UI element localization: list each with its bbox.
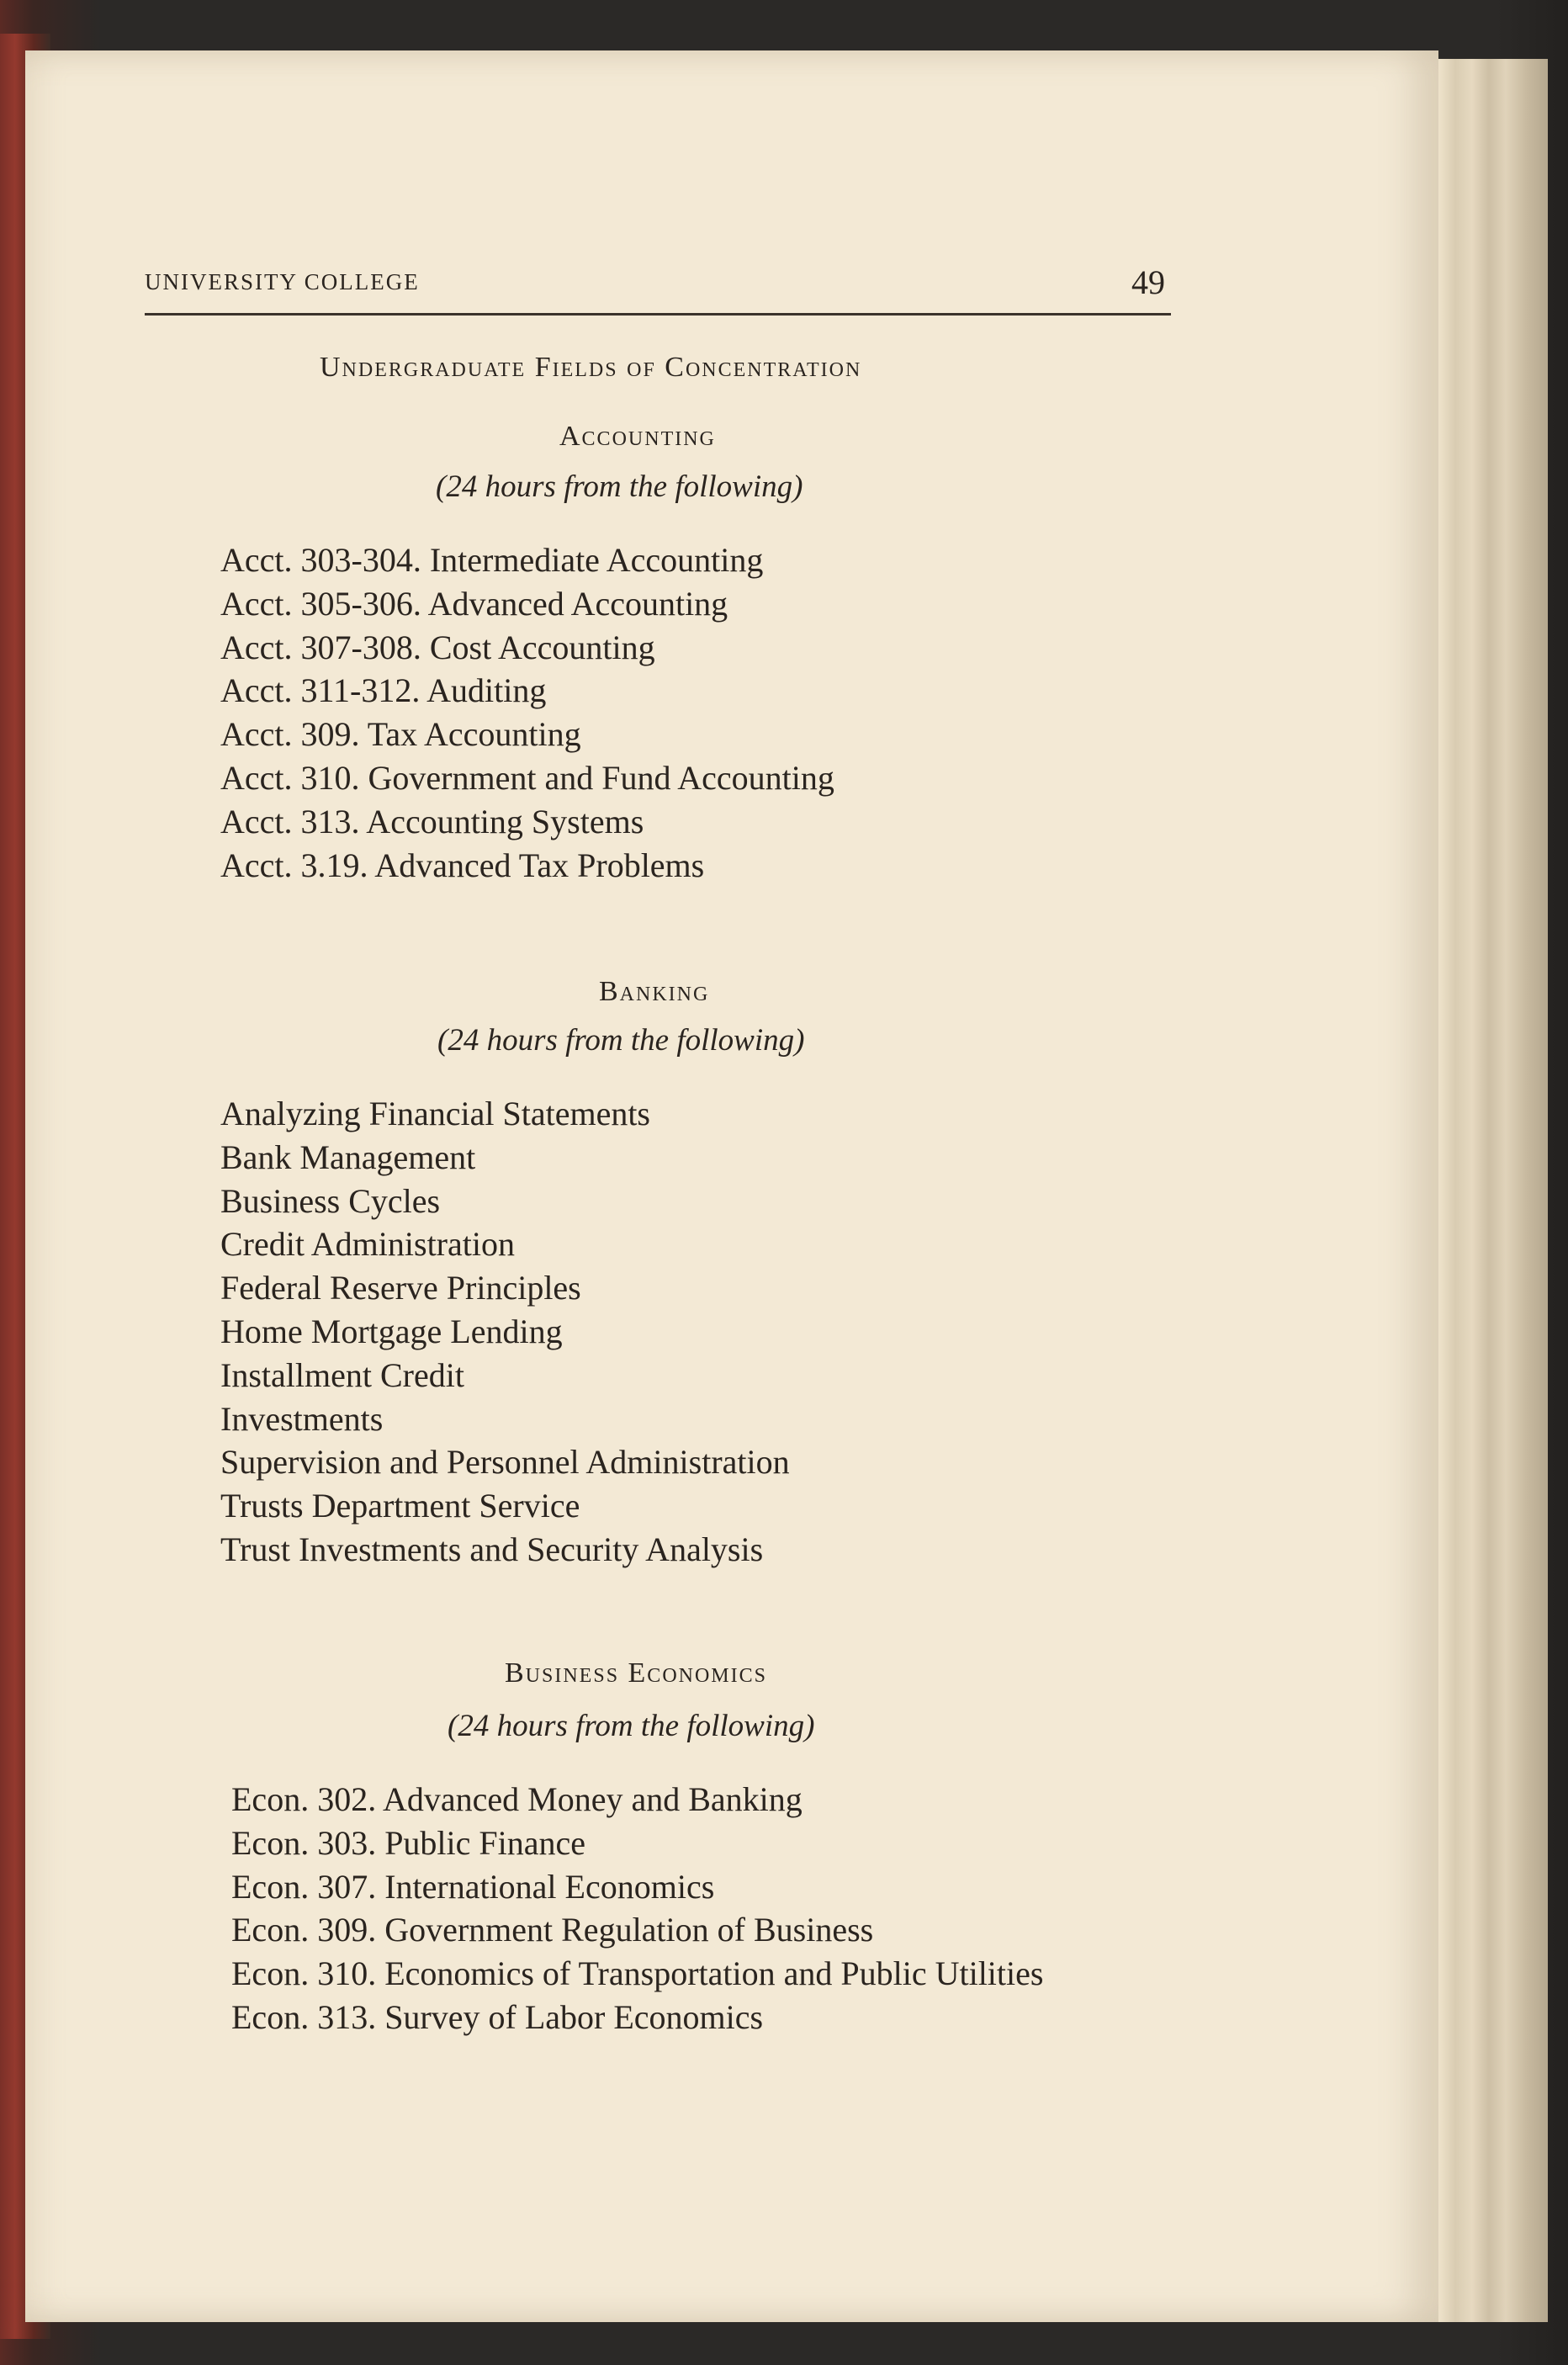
page-number: 49 <box>1131 263 1165 301</box>
section-title-business-economics: Business Economics <box>505 1657 767 1689</box>
list-item: Econ. 310. Economics of Transportation and Public Utilities <box>231 1954 1044 1993</box>
list-item: Acct. 303-304. Intermediate Accounting <box>220 541 764 579</box>
list-item: Trust Investments and Security Analysis <box>220 1530 764 1568</box>
list-item: Acct. 3.19. Advanced Tax Problems <box>220 846 705 884</box>
list-item: Econ. 302. Advanced Money and Banking <box>231 1780 803 1818</box>
list-item: Bank Management <box>220 1137 476 1176</box>
list-item: Acct. 310. Government and Fund Accounting <box>220 758 834 797</box>
running-head: UNIVERSITY COLLEGE <box>145 269 420 294</box>
list-item: Credit Administration <box>220 1225 515 1264</box>
list-item: Trusts Department Service <box>220 1487 580 1525</box>
page-edges <box>1422 59 1548 2322</box>
list-item: Analyzing Financial Statements <box>220 1095 650 1132</box>
header-rule <box>145 313 1171 316</box>
list-item: Acct. 313. Accounting Systems <box>220 802 644 840</box>
banking-course-list <box>220 1092 790 1572</box>
main-title: Undergraduate Fields of Concentration <box>320 352 862 383</box>
list-item: Home Mortgage Lending <box>220 1312 563 1350</box>
list-item: Econ. 313. Survey of Labor Economics <box>231 1997 764 2036</box>
list-item: Acct. 311-312. Auditing <box>220 671 547 710</box>
list-item: Acct. 307-308. Cost Accounting <box>220 628 655 666</box>
section-title-banking: Banking <box>599 976 710 1007</box>
list-item: Supervision and Personnel Administration <box>220 1443 790 1482</box>
list-item: Acct. 309. Tax Accounting <box>220 715 581 754</box>
accounting-course-list <box>220 538 834 887</box>
list-item: Business Cycles <box>220 1181 441 1220</box>
section-title-accounting: Accounting <box>559 421 716 452</box>
business-economics-course-list <box>231 1778 1043 2039</box>
list-item: Econ. 307. International Economics <box>231 1867 715 1906</box>
list-item: Installment Credit <box>220 1355 464 1394</box>
list-item: Investments <box>220 1399 384 1438</box>
section-note-business-economics: (24 hours from the following) <box>448 1709 815 1743</box>
section-note-accounting: (24 hours from the following) <box>436 469 803 504</box>
list-item: Econ. 309. Government Regulation of Business <box>231 1911 874 1949</box>
list-item: Acct. 305-306. Advanced Accounting <box>220 584 728 623</box>
section-note-banking: (24 hours from the following) <box>437 1023 805 1058</box>
list-item: Federal Reserve Principles <box>220 1269 581 1307</box>
list-item: Econ. 303. Public Finance <box>231 1823 586 1862</box>
